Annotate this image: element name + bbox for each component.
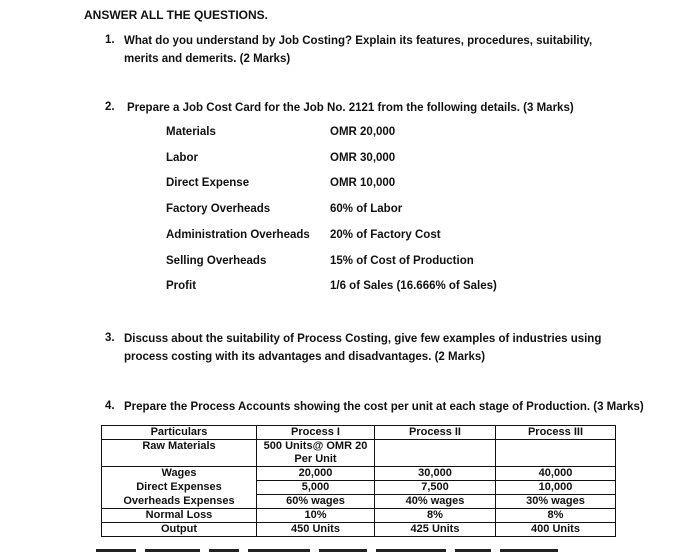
cell-process-1: 60% wages [257,495,375,509]
cell-label: Normal Loss [102,509,257,523]
cell-label: Output [102,523,257,537]
question-number: 2. [105,101,115,113]
table-row-raw-materials [102,440,616,467]
cell-process-1: 450 Units [257,523,375,537]
cell-process-3: 400 Units [496,523,616,537]
question-number: 3. [105,332,115,344]
cell-process-1: 20,000 [257,467,375,481]
cell-label: Overheads Expenses [102,495,257,509]
job-detail-label: Selling Overheads [166,255,267,267]
cell-process-3 [496,440,616,467]
job-detail-value: 60% of Labor [330,203,403,215]
job-detail-value: 20% of Factory Cost [330,229,441,241]
question-text: Prepare the Process Accounts showing the cost per unit at each stage of Production. (3 Marks) [124,401,644,413]
cut-off-text-line [96,549,616,555]
job-detail-row [166,255,526,271]
cell-label: Wages [102,467,257,481]
header-process-2: Process II [375,426,496,440]
question-text: Prepare a Job Cost Card for the Job No. 2121 from the following details. (3 Marks) [127,102,574,114]
raw-materials-line-1: 500 Units@ OMR 20 [263,440,368,452]
question-text: Discuss about the suitability of Process Costing, give few examples of industries using process costing with its advantages and disadvantages. (2 Marks) [124,333,602,363]
job-detail-label: Direct Expense [166,177,250,189]
table-row [102,467,616,481]
cell-process-3: 10,000 [496,481,616,495]
cell-process-2: 40% wages [375,495,496,509]
job-detail-value: 15% of Cost of Production [330,255,474,267]
cell-process-3: 30% wages [496,495,616,509]
page-heading: ANSWER ALL THE QUESTIONS. [84,8,269,22]
job-detail-value: 1/6 of Sales (16.666% of Sales) [330,280,497,292]
job-detail-row [166,229,526,245]
cell-process-1: 5,000 [257,481,375,495]
job-detail-label: Materials [166,126,216,138]
job-detail-label: Administration Overheads [166,229,310,241]
cell-process-2 [375,440,496,467]
job-detail-label: Profit [166,280,197,292]
process-accounts-table [101,425,616,537]
table-row [102,509,616,523]
cell-process-2: 30,000 [375,467,496,481]
job-detail-row [166,152,526,168]
cell-process-1 [257,440,375,467]
header-process-3: Process III [496,426,616,440]
cell-label: Direct Expenses [102,481,257,495]
header-particulars: Particulars [102,426,257,440]
job-detail-label: Factory Overheads [166,203,271,215]
job-detail-value: OMR 10,000 [330,177,396,189]
raw-materials-line-2: Per Unit [294,453,337,465]
cell-label: Raw Materials [102,440,257,467]
question-text: What do you understand by Job Costing? Explain its features, procedures, suitability, merits and demerits. (2 Marks) [124,35,593,65]
table-row [102,495,616,509]
question-number: 4. [105,400,115,412]
job-detail-value: OMR 20,000 [330,126,396,138]
cell-process-3: 8% [496,509,616,523]
job-detail-row [166,203,526,219]
job-detail-row [166,177,526,193]
job-detail-label: Labor [166,152,198,164]
job-detail-value: OMR 30,000 [330,152,396,164]
table-row [102,523,616,537]
cell-process-2: 425 Units [375,523,496,537]
table-header-row [102,426,616,440]
cell-process-2: 7,500 [375,481,496,495]
job-detail-row [166,126,526,142]
job-detail-row [166,280,526,296]
cell-process-3: 40,000 [496,467,616,481]
header-process-1: Process I [257,426,375,440]
cell-process-2: 8% [375,509,496,523]
table-row [102,481,616,495]
cell-process-1: 10% [257,509,375,523]
question-number: 1. [105,34,115,46]
